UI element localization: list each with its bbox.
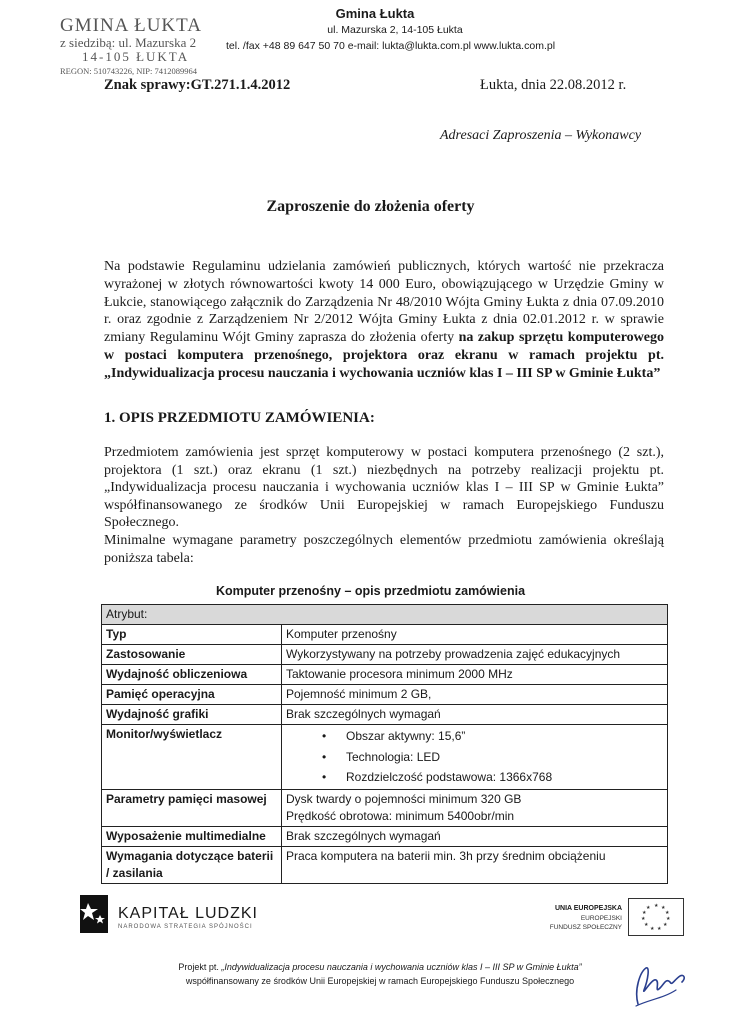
svg-text:★: ★ bbox=[663, 922, 668, 928]
table-row bbox=[102, 665, 668, 685]
table-row bbox=[102, 826, 668, 846]
stamp-line-4: REGON: 510743226, NIP: 7412089964 bbox=[60, 66, 197, 76]
eu-line-1: UNIA EUROPEJSKA bbox=[554, 905, 622, 912]
row-key: Monitor/wyświetlacz bbox=[102, 725, 282, 790]
table-row bbox=[102, 645, 668, 665]
list-item: • Technologia: LED bbox=[322, 747, 663, 768]
header-address: ul. Mazurska 2, 14-105 Łukta bbox=[327, 24, 463, 36]
table-row bbox=[102, 789, 668, 826]
intro-text: Na podstawie Regulaminu udzielania zamówień publicznych, których wartość nie przekracza wyrażonej w złotych równowartości kwoty 14 000 Euro, obowiązującego w Urzędzie Gminy w Łukcie, stanowiącego załącznik do Zarządzenia Nr 48/2010 Wójta Gminy Łukta z dnia 07.09.2010 r. oraz zgodnie z Zarządzeniem Nr 2/2012 Wójta Gminy Łukta z dnia 02.01.2012 r. w sprawie zmiany Regulaminu Wójt Gminy zaprasza do złożenia oferty bbox=[104, 259, 664, 346]
table-row bbox=[102, 846, 668, 883]
table-row bbox=[102, 725, 668, 790]
row-value: Praca komputera na baterii min. 3h przy średnim obciążeniu bbox=[282, 846, 668, 883]
svg-text:★: ★ bbox=[654, 903, 659, 909]
monitor-bullet-list bbox=[286, 726, 663, 788]
row-key: Typ bbox=[102, 625, 282, 645]
stamp-line-1: GMINA ŁUKTA bbox=[60, 15, 202, 36]
stamp-line-3: 14-105 ŁUKTA bbox=[82, 49, 190, 64]
svg-text:★: ★ bbox=[641, 916, 646, 922]
row-value: Brak szczególnych wymagań bbox=[282, 705, 668, 725]
svg-text:★: ★ bbox=[666, 916, 671, 922]
list-item: • Obszar aktywny: 15,6” bbox=[322, 726, 663, 747]
kapital-ludzki-subtitle: NARODOWA STRATEGIA SPÓJNOŚCI bbox=[118, 924, 253, 930]
kapital-ludzki-logo-icon bbox=[80, 895, 108, 933]
row-value-line: Prędkość obrotowa: minimum 5400obr/min bbox=[286, 808, 515, 823]
table-header-row bbox=[102, 605, 668, 625]
document-date: Łukta, dnia 22.08.2012 r. bbox=[480, 77, 627, 93]
addressee: Adresaci Zaproszenia – Wykonawcy bbox=[440, 128, 642, 143]
row-key: Wydajność grafiki bbox=[102, 705, 282, 725]
section-paragraph-2: Minimalne wymagane parametry poszczególnych elementów przedmiotu zamówienia określają poniższa tabela: bbox=[104, 533, 664, 566]
eu-flag-icon bbox=[628, 898, 684, 936]
table-caption: Komputer przenośny – opis przedmiotu zamówienia bbox=[215, 584, 526, 598]
svg-text:★: ★ bbox=[650, 926, 655, 932]
header-contact: tel. /fax +48 89 647 50 70 e-mail: lukta@lukta.com.pl www.lukta.com.pl bbox=[226, 40, 556, 52]
svg-text:★: ★ bbox=[665, 910, 670, 916]
intro-bold-text: na zakup sprzętu komputerowego w postaci komputera przenośnego, projektora oraz ekranu w ramach projektu pt. „Indywidualizacja procesu nauczania i wychowania uczniów klas I – III SP w Gminie Łukta” bbox=[104, 330, 664, 381]
row-value-line: Dysk twardy o pojemności minimum 320 GB bbox=[286, 791, 522, 806]
header-org-name: Gmina Łukta bbox=[335, 6, 415, 21]
eu-line-2: EUROPEJSKI bbox=[580, 915, 622, 922]
office-stamp bbox=[60, 16, 230, 77]
svg-text:★: ★ bbox=[644, 922, 649, 928]
row-key: Wyposażenie multimedialne bbox=[102, 826, 282, 846]
eu-line-3: FUNDUSZ SPOŁECZNY bbox=[549, 924, 622, 931]
row-value: Wykorzystywany na potrzeby prowadzenia zajęć edukacyjnych bbox=[282, 645, 668, 665]
svg-text:★: ★ bbox=[657, 926, 662, 932]
row-key: Parametry pamięci masowej bbox=[102, 789, 282, 826]
footer-project-prefix: Projekt pt. bbox=[178, 962, 222, 972]
footer-project-name: „Indywidualizacja procesu nauczania i wychowania uczniów klas I – III SP w Gminie Łukta” bbox=[221, 962, 582, 972]
row-value: Brak szczególnych wymagań bbox=[282, 826, 668, 846]
row-key: Zastosowanie bbox=[102, 645, 282, 665]
svg-text:★: ★ bbox=[642, 910, 647, 916]
footer-cofinanced-line: współfinansowany ze środków Unii Europejskiej w ramach Europejskiego Funduszu Społecznego bbox=[185, 976, 575, 986]
row-value: Komputer przenośny bbox=[282, 625, 668, 645]
table-row bbox=[102, 685, 668, 705]
kapital-ludzki-title: KAPITAŁ LUDZKI bbox=[118, 905, 258, 922]
list-item: • Rozdzielczość podstawowa: 1366x768 bbox=[322, 767, 663, 788]
intro-paragraph bbox=[104, 258, 664, 383]
row-key: Pamięć operacyjna bbox=[102, 685, 282, 705]
row-key: Wydajność obliczeniowa bbox=[102, 665, 282, 685]
signature-icon bbox=[630, 960, 690, 1010]
footer-project-line bbox=[120, 962, 640, 972]
row-value: Pojemność minimum 2 GB, bbox=[282, 685, 668, 705]
document-title: Zaproszenie do złożenia oferty bbox=[266, 198, 475, 215]
stamp-line-2: z siedzibą: ul. Mazurska 2 bbox=[60, 35, 197, 50]
row-value: Taktowanie procesora minimum 2000 MHz bbox=[282, 665, 668, 685]
table-row bbox=[102, 705, 668, 725]
reference-number: Znak sprawy:GT.271.1.4.2012 bbox=[104, 77, 291, 93]
section-heading: 1. OPIS PRZEDMIOTU ZAMÓWIENIA: bbox=[104, 410, 375, 426]
row-value bbox=[282, 789, 668, 826]
section-paragraph-1: Przedmiotem zamówienia jest sprzęt komputerowy w postaci komputera przenośnego (2 szt.), projektora (1 szt.) oraz ekranu (1 szt.) niezbędnych na potrzeby realizacji projektu pt. „Indywidualizacja procesu nauczania i wychowania uczniów klas I – III SP w Gminie Łukta” współfinansowanego ze środków Unii Europejskiej w ramach Europejskiego Funduszu Społecznego. bbox=[104, 445, 664, 530]
spec-table bbox=[101, 604, 668, 884]
svg-text:★: ★ bbox=[661, 905, 666, 911]
svg-text:★: ★ bbox=[646, 905, 651, 911]
eu-text-block bbox=[520, 904, 622, 932]
table-header-cell: Atrybut: bbox=[102, 605, 668, 625]
row-value bbox=[282, 725, 668, 790]
row-key: Wymagania dotyczące baterii / zasilania bbox=[102, 846, 282, 883]
table-row bbox=[102, 625, 668, 645]
